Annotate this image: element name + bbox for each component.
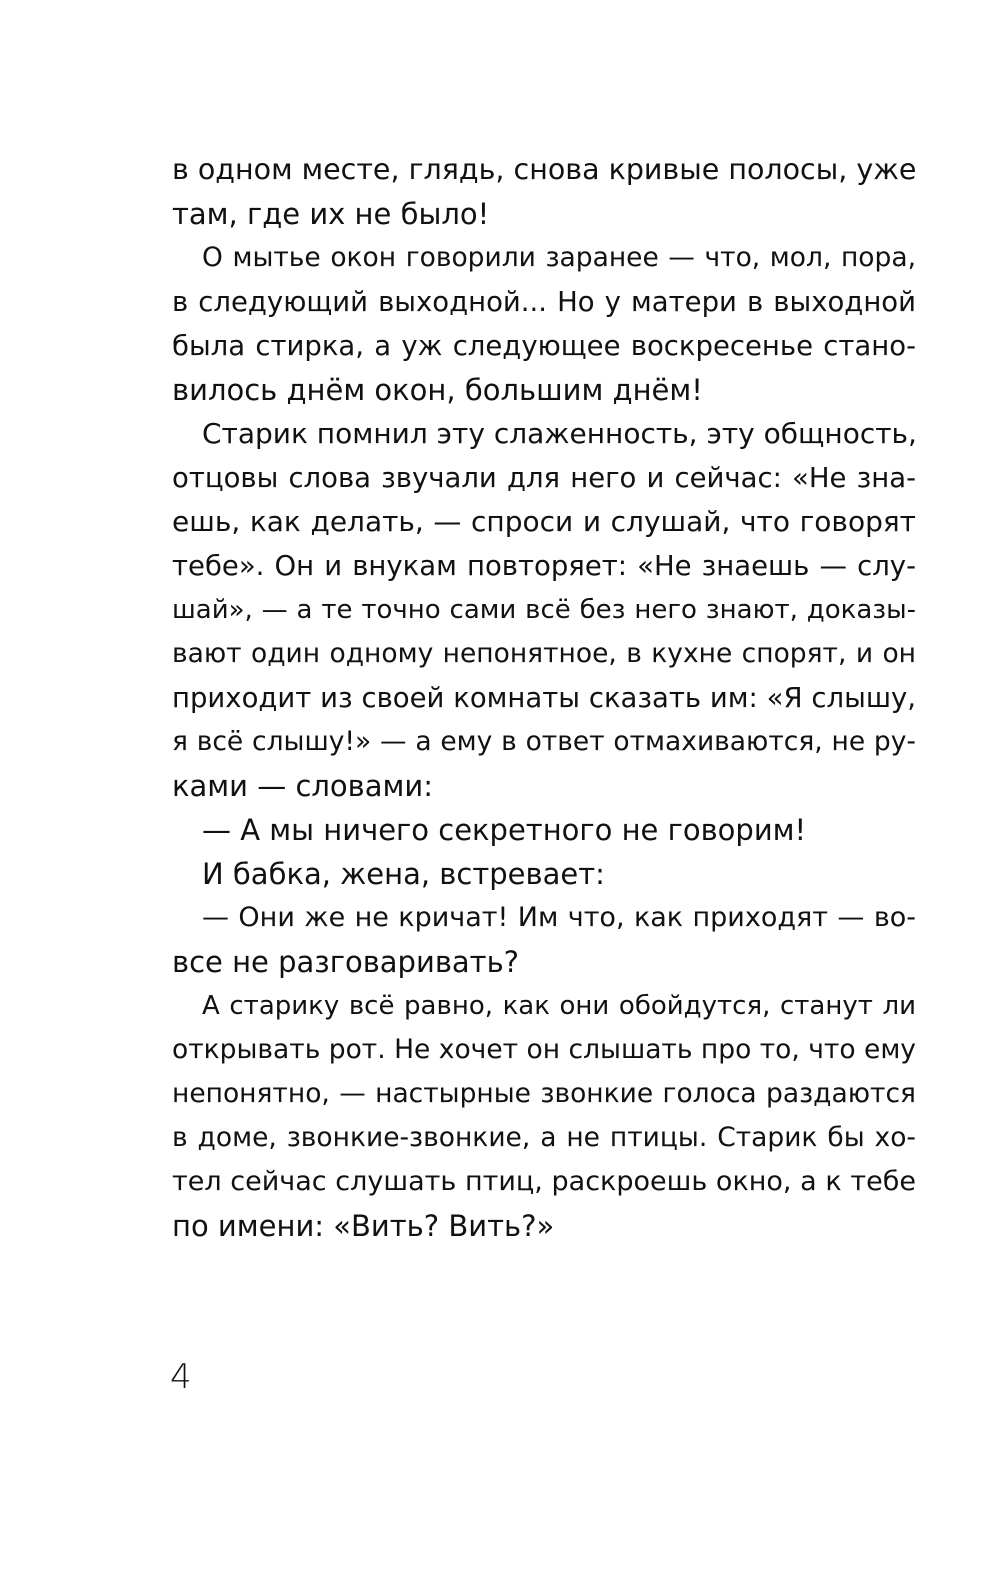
text-line: по имени: «Вить? Вить?» xyxy=(172,1209,555,1243)
text-line: ешь, как делать, — спроси и слушай, что говорят xyxy=(172,505,916,538)
text-line: все не разговаривать? xyxy=(172,945,520,979)
text-line: я всё слышу!» — а ему в ответ отмахиваются, не ру- xyxy=(172,726,916,757)
text-line: вают один одному непонятное, в кухне спорят, и он xyxy=(172,638,916,669)
page-number: 4 xyxy=(170,1357,192,1397)
text-line: была стирка, а уж следующее воскресенье стано- xyxy=(172,330,916,362)
text-line: А старику всё равно, как они обойдутся, станут ли xyxy=(202,991,916,1021)
text-line: приходит из своей комнаты сказать им: «Я слышу, xyxy=(172,682,916,714)
text-line: ками — словами: xyxy=(172,769,434,803)
text-line: непонятно, — настырные звонкие голоса раздаются xyxy=(172,1078,916,1109)
text-line: И бабка, жена, встревает: xyxy=(202,857,605,891)
body-text xyxy=(172,148,916,1248)
text-line: тебе». Он и внукам повторяет: «Не знаешь — слу- xyxy=(172,550,916,582)
text-line: в следующий выходной... Но у матери в выходной xyxy=(172,286,916,318)
text-line: отцовы слова звучали для него и сейчас: «Не зна- xyxy=(172,462,916,494)
text-line: в доме, звонкие-звонкие, а не птицы. Старик бы хо- xyxy=(172,1122,916,1153)
text-line: вилось днём окон, большим днём! xyxy=(172,373,703,407)
text-line: — Они же не кричат! Им что, как приходят — во- xyxy=(202,902,916,933)
text-line: О мытье окон говорили заранее — что, мол, пора, xyxy=(202,242,916,273)
text-line: в одном месте, глядь, снова кривые полосы, уже xyxy=(172,153,917,186)
text-line: шай», — а те точно сами всё без него знают, доказы- xyxy=(172,595,916,625)
text-line: открывать рот. Не хочет он слышать про то, что ему xyxy=(172,1034,916,1065)
text-line: Старик помнил эту слаженность, эту общность, xyxy=(202,417,917,450)
text-line: тел сейчас слушать птиц, раскроешь окно, а к тебе xyxy=(172,1166,916,1197)
text-line: — А мы ничего секретного не говорим! xyxy=(202,813,807,847)
text-line: там, где их не было! xyxy=(172,197,490,231)
